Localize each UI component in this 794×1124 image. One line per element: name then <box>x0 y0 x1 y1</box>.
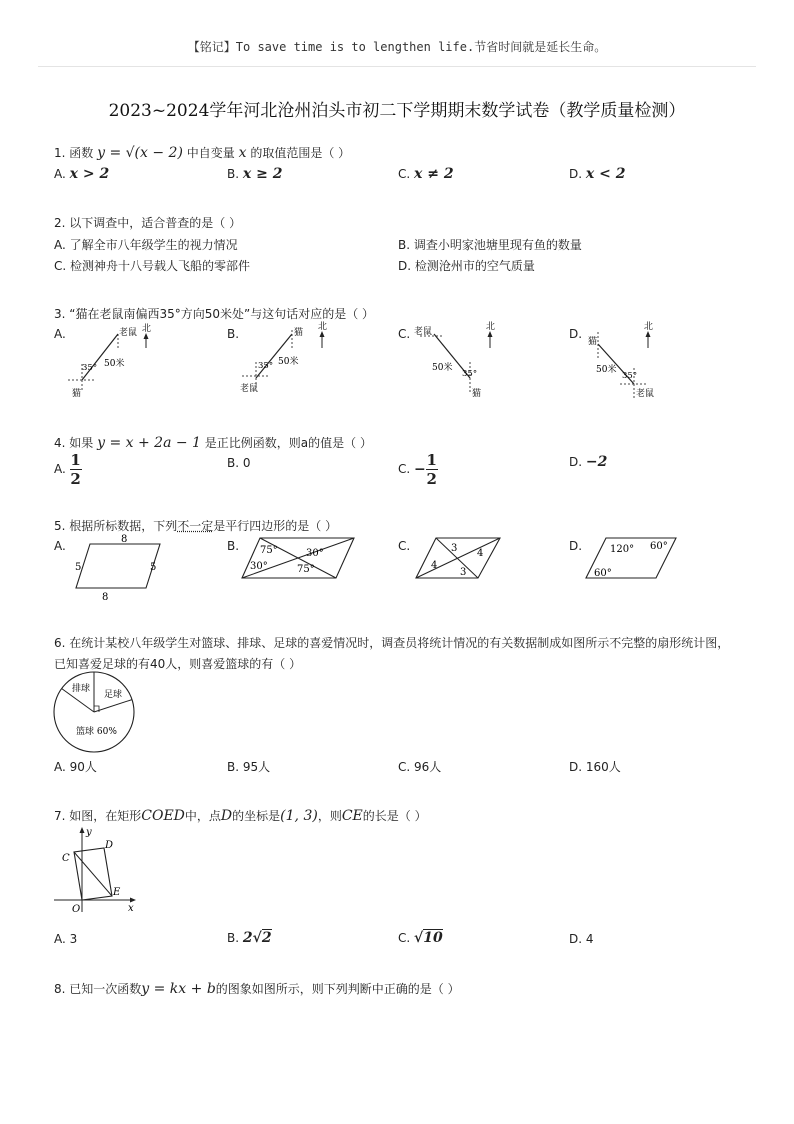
q3d-cat-label: 猫 <box>588 337 598 347</box>
q7-c-radicand: 10 <box>423 930 443 946</box>
q7-coord: (1, 3) <box>280 808 318 824</box>
q7-value-d: 4 <box>585 932 594 946</box>
q3-option-d[interactable]: D. <box>569 327 583 341</box>
page-title: 2023~2024学年河北沧州泊头市初二下学期期末数学试卷（教学质量检测） <box>108 101 686 121</box>
q7-option-d[interactable] <box>569 932 594 946</box>
q6-slice-basketball: 篮球 60% <box>76 727 117 737</box>
q1-stem-a: 1. 函数 <box>54 146 94 160</box>
q7-b-coef: 2 <box>242 930 253 946</box>
q7-b-radical-icon: √ <box>252 930 262 946</box>
q5d-angle1: 120° <box>610 544 635 555</box>
q1-label-d: D. <box>569 167 583 181</box>
q6-option-c[interactable]: C. 96人 <box>398 760 442 774</box>
q3-option-b[interactable]: B. <box>227 327 240 341</box>
q7-value-a: 3 <box>69 932 78 946</box>
q1-value-a: x > 2 <box>69 166 110 182</box>
q6-slice-volleyball: 排球 <box>72 684 91 694</box>
q3b-mouse-label: 老鼠 <box>240 384 259 394</box>
q7-y-label: y <box>86 827 92 838</box>
q7-figure <box>52 824 142 916</box>
q5-option-b[interactable]: B. <box>227 539 240 553</box>
q7-label-c: C. <box>398 931 411 945</box>
q1-stem-b: 中自变量 <box>186 146 235 160</box>
q3-stem: 3. “猫在老鼠南偏西35°方向50米处”与这句话对应的是（ ） <box>54 307 375 321</box>
q4-label-a: A. <box>54 462 66 476</box>
q6-option-d[interactable]: D. 160人 <box>569 760 621 774</box>
q4-a-fraction <box>70 452 82 487</box>
q3d-north-label: 北 <box>644 322 654 332</box>
q5-stem-b: 是平行四边形的是（ ） <box>213 519 338 533</box>
q3c-north-label: 北 <box>486 322 496 332</box>
q1-value-b: x ≥ 2 <box>242 166 283 182</box>
q5a-left: 5 <box>75 562 82 573</box>
q4-option-a[interactable] <box>54 452 82 487</box>
q5b-angle1: 75° <box>260 545 278 556</box>
q5b-angle2: 30° <box>306 548 324 559</box>
q3a-dist-label: 50米 <box>104 359 125 369</box>
q3a-mouse-label: 老鼠 <box>119 328 138 338</box>
q4-c-minus: − <box>414 461 426 478</box>
q7-point: D <box>220 808 233 824</box>
q5c-seg1: 3 <box>451 543 458 554</box>
q4-c-num: 1 <box>426 451 437 469</box>
q3-option-c[interactable]: C. <box>398 327 411 341</box>
q8-expr: y = kx + b <box>141 981 216 997</box>
q3-figure-b <box>236 318 336 400</box>
q3-figure-a <box>64 318 164 400</box>
q4-value-d: −2 <box>585 454 608 470</box>
q5-figure-d <box>584 532 680 584</box>
q7-label-b: B. <box>227 931 240 945</box>
q6-line2: 已知喜爱足球的有40人，则喜爱篮球的有（ ） <box>54 657 302 671</box>
q2-option-b[interactable]: B. 调查小明家池塘里现有鱼的数量 <box>398 238 582 252</box>
q3-figure-c <box>410 318 510 400</box>
q4-c-den: 2 <box>426 470 437 488</box>
q3-figure-d <box>580 318 680 400</box>
q3c-angle-label: 35° <box>462 369 478 379</box>
q6-pie-chart <box>52 670 136 754</box>
q7-stem-b: 中，点 <box>184 809 221 823</box>
q3d-mouse-label: 老鼠 <box>636 389 655 399</box>
q2-option-a[interactable]: A. 了解全市八年级学生的视力情况 <box>54 238 238 252</box>
q4-stem <box>54 434 372 451</box>
q5a-bottom: 8 <box>102 592 109 603</box>
q2-stem: 2. 以下调查中，适合普查的是（ ） <box>54 216 242 230</box>
q8-stem <box>54 980 460 997</box>
q6-slice-football: 足球 <box>104 690 123 700</box>
q4-label-b: B. <box>227 456 240 470</box>
q5-figure-c <box>414 532 506 584</box>
q3b-dist-label: 50米 <box>278 357 299 367</box>
q7-option-a[interactable] <box>54 932 77 946</box>
q7-c-radical-icon: √ <box>414 930 424 946</box>
q6-pie-radius-right <box>94 700 132 712</box>
q7-option-b[interactable] <box>227 930 272 946</box>
q3d-dist-label: 50米 <box>596 365 617 375</box>
q7-b-radicand: 2 <box>261 930 272 946</box>
q7-y-arrowhead <box>80 827 85 833</box>
q1-value-d: x < 2 <box>585 166 626 182</box>
q1-label-c: C. <box>398 167 411 181</box>
q7-label-d: D. <box>569 932 583 946</box>
q7-d-label: D <box>105 840 114 851</box>
q6-option-a[interactable]: A. 90人 <box>54 760 97 774</box>
q3b-north-label: 北 <box>318 322 328 332</box>
q3c-cat-label: 猫 <box>472 389 482 399</box>
q2-option-d[interactable]: D. 检测沧州市的空气质量 <box>398 259 535 273</box>
q3c-dist-label: 50米 <box>432 363 453 373</box>
header-divider <box>38 66 756 67</box>
q1-stem <box>54 144 350 161</box>
q4-option-d[interactable] <box>569 454 607 470</box>
q3-option-a[interactable]: A. <box>54 327 66 341</box>
q5a-parallelogram <box>76 544 160 588</box>
q5-option-c[interactable]: C. <box>398 539 411 553</box>
q7-rect: COED <box>141 808 185 824</box>
q4-a-den: 2 <box>70 470 81 488</box>
q3b-cat-label: 猫 <box>294 328 304 338</box>
q5c-seg4: 3 <box>460 567 467 578</box>
q5d-angle3: 60° <box>594 568 612 579</box>
q5c-seg2: 4 <box>477 548 484 559</box>
q1-option-b[interactable] <box>227 166 282 182</box>
q5-option-a[interactable]: A. <box>54 539 66 553</box>
q3d-angle-label: 35° <box>622 371 638 381</box>
q8-stem-a: 8. 已知一次函数 <box>54 982 142 996</box>
q1-option-a[interactable] <box>54 166 109 182</box>
q7-o-label: O <box>72 904 81 915</box>
q7-stem <box>54 807 427 824</box>
q7-option-c[interactable] <box>398 930 443 946</box>
q1-label-a: A. <box>54 167 66 181</box>
q3a-angle-label: 35° <box>82 363 98 373</box>
q5-stem-a: 5. 根据所标数据，下列 <box>54 519 178 533</box>
q4-label-c: C. <box>398 462 411 476</box>
q4-stem-b: 是正比例函数，则a的值是（ ） <box>204 436 372 450</box>
q1-option-d[interactable] <box>569 166 625 182</box>
q3c-mouse-label: 老鼠 <box>414 327 433 337</box>
q1-label-b: B. <box>227 167 240 181</box>
q7-x-arrowhead <box>130 898 136 903</box>
q1-var: x <box>238 145 247 161</box>
q1-stem-c: 的取值范围是（ ） <box>250 146 351 160</box>
q3b-path <box>256 334 292 378</box>
q4-expr: y = x + 2a − 1 <box>97 435 201 451</box>
q3a-path <box>82 334 118 380</box>
q7-stem-c: 的坐标是 <box>232 809 281 823</box>
q4-option-c[interactable] <box>398 452 438 487</box>
q3a-north-label: 北 <box>142 324 152 334</box>
q5-figure-b <box>240 532 360 584</box>
q7-x-label: x <box>128 903 134 914</box>
q7-stem-d: ，则 <box>317 809 342 823</box>
q3b-angle-label: 35° <box>258 361 274 371</box>
q7-stem-a: 7. 如图，在矩形 <box>54 809 142 823</box>
q5d-angle2: 60° <box>650 541 668 552</box>
q8-stem-b: 的图象如图所示，则下列判断中正确的是（ ） <box>215 982 460 996</box>
q4-a-num: 1 <box>70 451 81 469</box>
q5c-seg3: 4 <box>431 560 438 571</box>
q3a-cat-label: 猫 <box>72 389 82 399</box>
q5-stem-emphasis: 不一定 <box>177 519 214 533</box>
q6-line1: 6. 在统计某校八年级学生对篮球、排球、足球的喜爱情况时，调查员将统计情况的有关数据制成如图所示不完整的扇形统计图， <box>54 636 730 650</box>
q1-value-c: x ≠ 2 <box>414 166 454 182</box>
q1-expr: y = √(x − 2) <box>97 145 183 161</box>
q7-label-a: A. <box>54 932 66 946</box>
q5b-angle3: 30° <box>250 561 268 572</box>
q7-stem-e: 的长是（ ） <box>362 809 427 823</box>
q5-option-d[interactable]: D. <box>569 539 583 553</box>
q4-c-fraction <box>426 452 438 487</box>
q5c-diag2 <box>416 538 500 578</box>
q5a-top: 8 <box>121 534 128 545</box>
q5a-right: 5 <box>150 562 157 573</box>
q4-stem-a: 4. 如果 <box>54 436 94 450</box>
q6-option-b[interactable]: B. 95人 <box>227 760 271 774</box>
q7-c-label: C <box>62 853 70 864</box>
q5b-angle4: 75° <box>297 564 315 575</box>
q7-segment: CE <box>341 808 363 824</box>
q2-option-c[interactable]: C. 检测神舟十八号载人飞船的零部件 <box>54 259 251 273</box>
header-note: 【铭记】To save time is to lengthen life.节省时间就是延长生命。 <box>187 40 607 54</box>
q5-figure-a <box>66 532 166 604</box>
q4-option-b[interactable] <box>227 456 251 470</box>
q7-e-label: E <box>113 887 121 898</box>
q4-value-b: 0 <box>242 456 251 470</box>
q4-label-d: D. <box>569 455 583 469</box>
q1-option-c[interactable] <box>398 166 454 182</box>
